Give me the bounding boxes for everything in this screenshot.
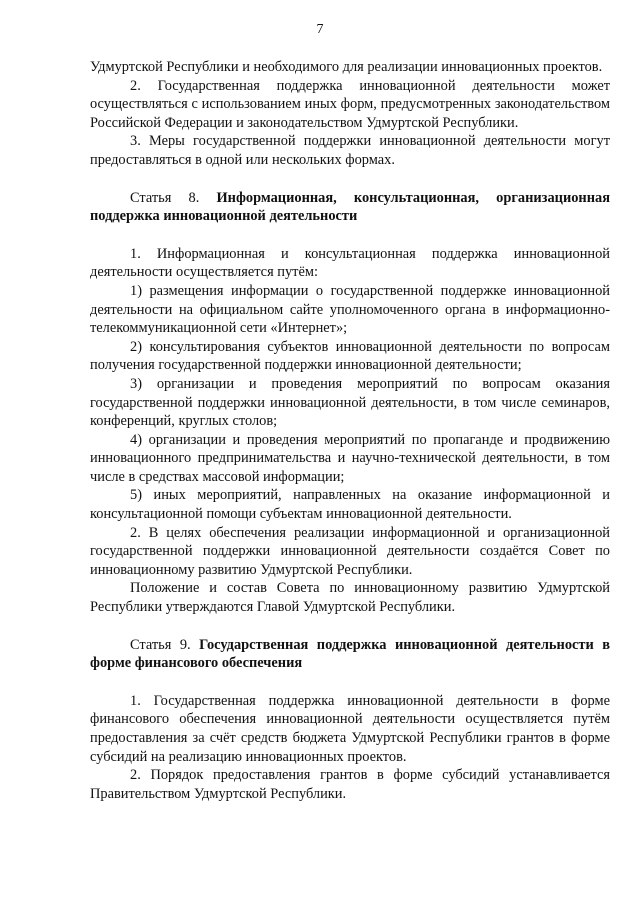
article-8-label: Статья 8. [130, 189, 200, 206]
article-9-heading [90, 636, 610, 673]
article-8-title: Информационная, консультационная, организационная поддержка инновационной деятельности [90, 189, 610, 225]
spacer [90, 673, 610, 692]
paragraph-continuation: Удмуртской Республики и необходимого для реализации инновационных проектов. [90, 59, 603, 75]
article-8-paragraph: 1) размещения информации о государственной поддержке инновационной деятельности на официальном сайте уполномоченного органа в информационно-телекоммуникационной сети «Интернет»; [90, 282, 610, 337]
article-8-paragraph: 1. Информационная и консультационная поддержка инновационной деятельности осуществляется путём: [90, 245, 610, 281]
article-8-paragraph: 5) иных мероприятий, направленных на оказание информационной и консультационной помощи субъектам инновационной деятельности. [90, 487, 610, 523]
article-9-title: Государственная поддержка инновационной деятельности в форме финансового обеспечения [90, 636, 611, 672]
spacer [90, 170, 610, 189]
spacer [90, 226, 610, 245]
paragraph-3: 3. Меры государственной поддержки инновационной деятельности могут предоставляться в одной или нескольких формах. [90, 133, 610, 168]
paragraph-2: 2. Государственная поддержка инновационной деятельности может осуществляться с использованием иных форм, предусмотренных законодательством Российской Федерации и законодательством Удмуртской Республики. [90, 77, 610, 131]
article-8-paragraph: 2) консультирования субъектов инновационной деятельности по вопросам получения государственной поддержки инновационной деятельности; [90, 338, 610, 374]
article-8-paragraph: 3) организации и проведения мероприятий по вопросам оказания государственной поддержки инновационной деятельности, в том числе семинаров, конференций, круглых столов; [90, 375, 610, 430]
document-body [90, 58, 610, 803]
article-9-label: Статья 9. [130, 636, 191, 653]
article-9-paragraph: 1. Государственная поддержка инновационной деятельности в форме финансового обеспечения инновационной деятельности осуществляется путём предоставления за счёт средств бюджета Удмуртской Республики грантов в форме субсидий на реализацию инновационных проектов. [90, 692, 610, 765]
article-8-paragraph: Положение и состав Совета по инновационному развитию Удмуртской Республики утверждаются Главой Удмуртской Республики. [90, 580, 610, 616]
article-8-heading [90, 189, 610, 226]
article-8-paragraph: 4) организации и проведения мероприятий по пропаганде и продвижению инновационного предпринимательства и научно-технической деятельности, в том числе в средствах массовой информации; [90, 431, 610, 485]
article-8-paragraph: 2. В целях обеспечения реализации информационной и организационной государственной поддержки инновационной деятельности создаётся Совет по инновационному развитию Удмуртской Республики. [90, 524, 610, 578]
spacer [90, 617, 610, 636]
page-number: 7 [316, 22, 324, 37]
article-9-paragraph: 2. Порядок предоставления грантов в форме субсидий устанавливается Правительством Удмуртской Республики. [90, 767, 610, 802]
